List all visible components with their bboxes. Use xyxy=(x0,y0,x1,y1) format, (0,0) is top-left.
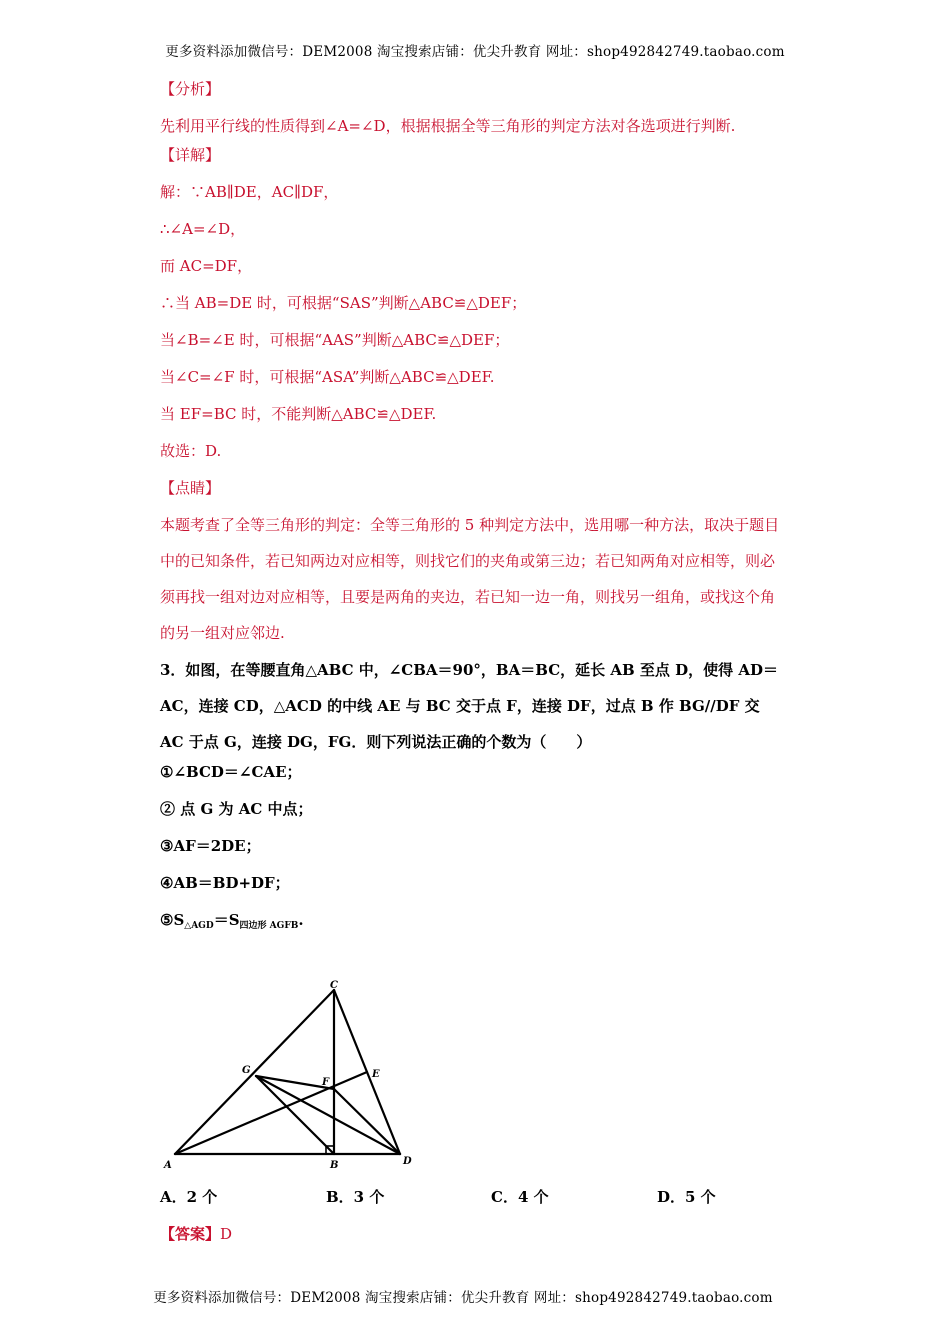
comment-tag: 【点睛】 xyxy=(160,479,221,497)
detail-line: 当∠B=∠E 时，可根据“AAS”判断△ABC≌△DEF； xyxy=(160,331,510,349)
detail-line: ∴∠A=∠D， xyxy=(160,220,246,238)
statement-5-suffix: . xyxy=(298,911,304,929)
label-c: C xyxy=(330,980,338,991)
detail-line: 当∠C=∠F 时，可根据“ASA”判断△ABC≌△DEF. xyxy=(160,368,495,386)
label-g: G xyxy=(242,1065,251,1076)
page-header: 更多资料添加微信号：DEM2008 淘宝搜索店铺：优尖升教育 网址：shop492842749.taobao.com xyxy=(165,44,785,60)
statement-5-sub2: 四边形 AGFB xyxy=(239,921,299,931)
segment-fd xyxy=(334,1089,400,1154)
question-stem: 3．如图，在等腰直角△ABC 中，∠CBA＝90°，BA＝BC，延长 AB 至点 D，使得 AD＝AC，连接 CD，△ACD 的中线 AE 与 BC 交于点 F，连接 DF，过点 B 作 BG//DF 交 AC 于点 G，连接 DG，FG．则下列说法正确的个数为（ ） xyxy=(160,661,778,751)
detail-line: 解：∵AB∥DE，AC∥DF， xyxy=(160,183,339,201)
answer-line xyxy=(160,1223,232,1244)
statement-5-prefix: ⑤S xyxy=(160,911,185,929)
answer-tag: 【答案】 xyxy=(160,1225,221,1243)
geometry-figure xyxy=(160,978,420,1176)
statement-5-mid: ＝S xyxy=(213,911,240,929)
statement: ② 点 G 为 AC 中点； xyxy=(160,800,313,818)
statement: ③AF＝2DE； xyxy=(160,837,261,855)
statement: ①∠BCD＝∠CAE； xyxy=(160,763,302,781)
label-e: E xyxy=(372,1069,380,1080)
analysis-text: 先利用平行线的性质得到∠A=∠D，根据根据全等三角形的判定方法对各选项进行判断. xyxy=(160,117,736,135)
option-b[interactable]: B．3 个 xyxy=(326,1188,385,1206)
statement-5-sub1: △AGD xyxy=(184,921,214,931)
page-footer: 更多资料添加微信号：DEM2008 淘宝搜索店铺：优尖升教育 网址：shop492842749.taobao.com xyxy=(153,1290,773,1306)
analysis-tag: 【分析】 xyxy=(160,80,221,98)
statement-5 xyxy=(160,909,782,946)
detail-line: 而 AC=DF， xyxy=(160,257,253,275)
answer-value: D xyxy=(220,1225,233,1243)
answer-options xyxy=(160,1186,782,1210)
solution-content xyxy=(160,78,782,946)
label-b: B xyxy=(330,1160,339,1171)
detail-line: ∴当 AB=DE 时，可根据“SAS”判断△ABC≌△DEF； xyxy=(160,294,527,312)
option-c[interactable]: C．4 个 xyxy=(491,1188,549,1206)
detail-tag: 【详解】 xyxy=(160,146,221,164)
comment-text: 本题考查了全等三角形的判定：全等三角形的 5 种判定方法中，选用哪一种方法，取决于题目中的已知条件，若已知两边对应相等，则找它们的夹角或第三边；若已知两角对应相等，则必须再找一组对边对应相等，且要是两角的夹边，若已知一边一角，则找另一组角，或找这个角的另一组对应邻边. xyxy=(160,516,780,642)
label-d: D xyxy=(403,1156,412,1167)
detail-line: 当 EF=BC 时，不能判断△ABC≌△DEF. xyxy=(160,405,437,423)
statement: ④AB＝BD+DF； xyxy=(160,874,290,892)
detail-line: 故选：D. xyxy=(160,442,222,460)
option-d[interactable]: D．5 个 xyxy=(657,1188,716,1206)
label-f: F xyxy=(322,1077,330,1088)
option-a[interactable]: A．2 个 xyxy=(160,1188,218,1206)
label-a: A xyxy=(164,1160,172,1171)
